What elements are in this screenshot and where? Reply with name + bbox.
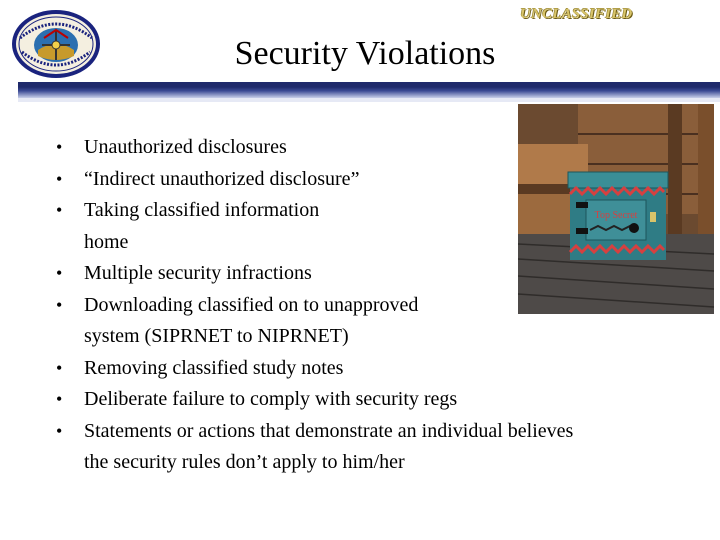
bullet-text: Taking classified information bbox=[84, 199, 320, 221]
bullet-item: • “Indirect unauthorized disclosure” bbox=[56, 167, 360, 190]
bullet-continuation: home bbox=[84, 230, 129, 253]
bullet-continuation: the security rules don’t apply to him/her bbox=[84, 451, 405, 473]
bullet-item: • Taking classified information home bbox=[56, 199, 320, 253]
bullet-text: Downloading classified on to unapproved bbox=[84, 293, 419, 316]
classification-banner: UNCLASSIFIED bbox=[520, 6, 633, 22]
bullet-item: • Unauthorized disclosures bbox=[56, 136, 287, 158]
bullet-item: • Downloading classified on to unapproved system (SIPRNET to NIPRNET) bbox=[56, 293, 419, 347]
bullet-continuation: system (SIPRNET to NIPRNET) bbox=[84, 325, 349, 347]
slide-title: Security Violations bbox=[234, 35, 496, 72]
bullet-item: • Multiple security infractions bbox=[56, 262, 312, 284]
bullet-item: • Removing classified study notes bbox=[56, 356, 344, 379]
title-rule bbox=[18, 82, 720, 102]
bullet-item: • Statements or actions that demonstrate an individual believes the security rules don’t apply to him/her bbox=[56, 419, 574, 473]
photo-sign-text: Top Secret bbox=[594, 210, 638, 221]
bullet-text: Unauthorized disclosures bbox=[84, 136, 287, 158]
bullet-text: Multiple security infractions bbox=[84, 262, 312, 284]
bullet-text: “Indirect unauthorized disclosure” bbox=[84, 167, 360, 190]
bullet-item: • Deliberate failure to comply with security regs bbox=[56, 388, 458, 410]
bullet-text: Deliberate failure to comply with security regs bbox=[84, 388, 458, 410]
seal-logo bbox=[10, 8, 102, 80]
bullet-text: Statements or actions that demonstrate an individual believes bbox=[84, 419, 574, 442]
bullet-list bbox=[52, 132, 712, 479]
bullet-text: Removing classified study notes bbox=[84, 356, 344, 379]
